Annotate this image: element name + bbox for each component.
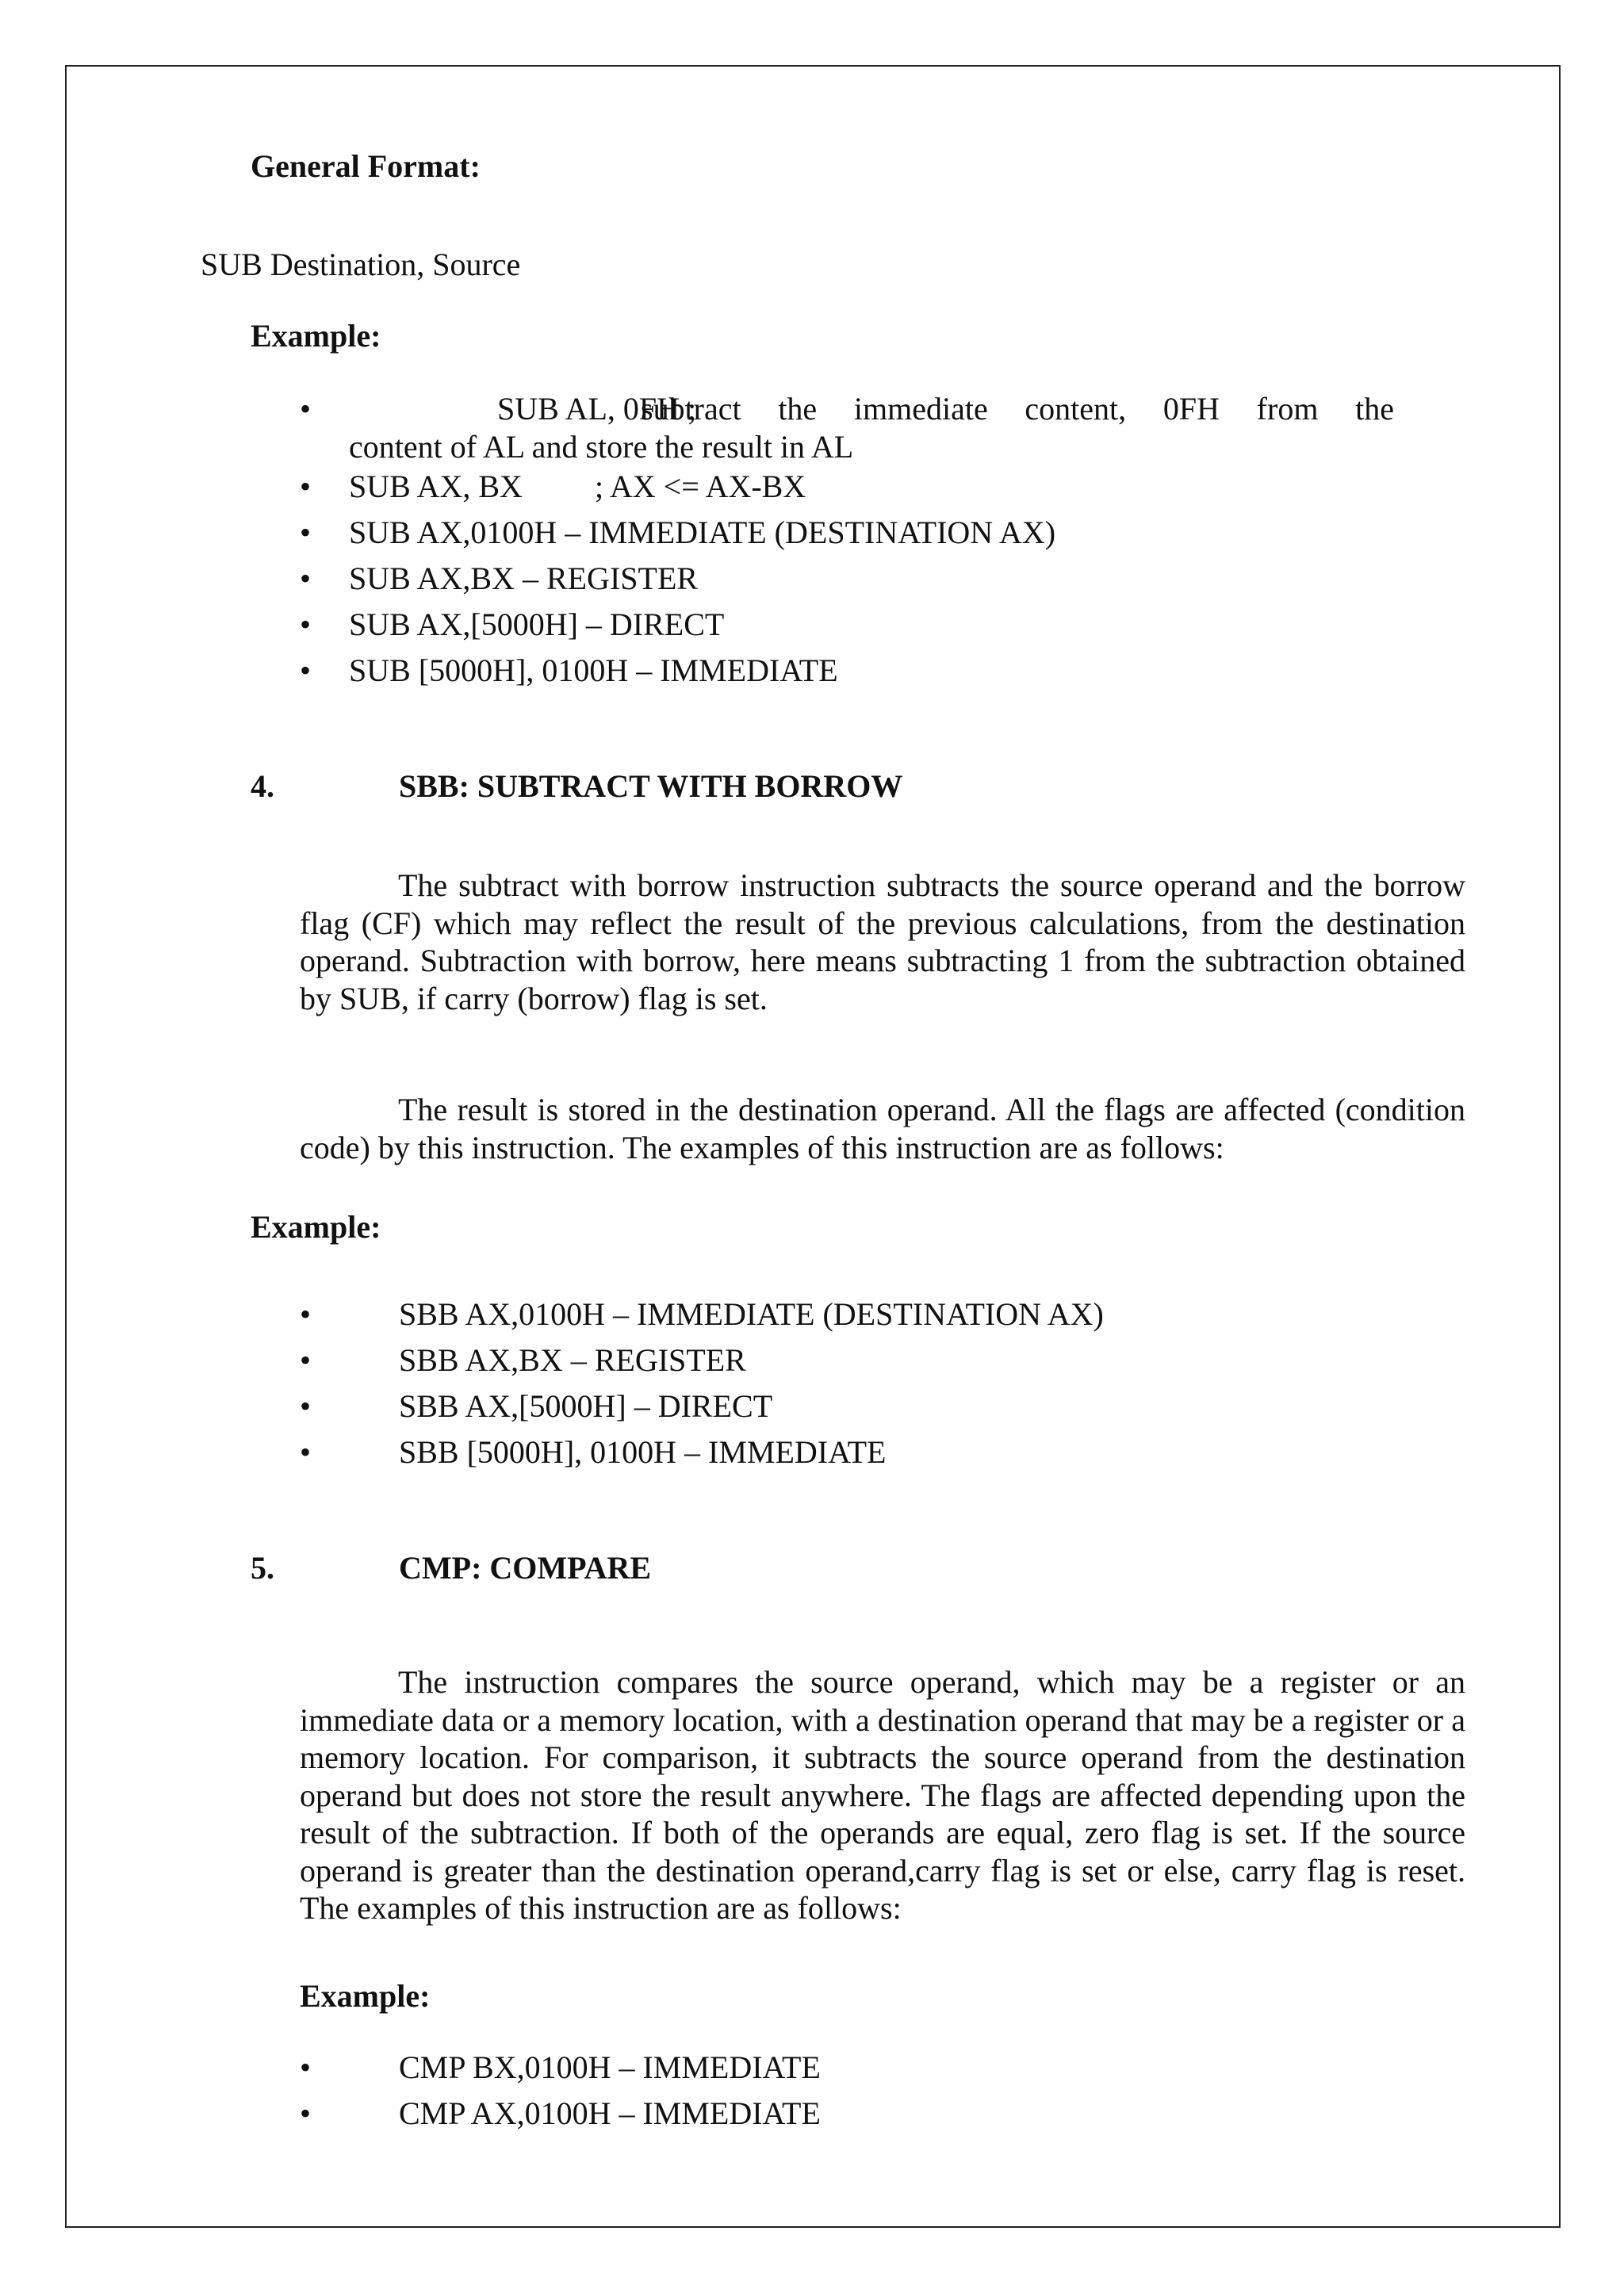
section-4-title: SBB: SUBTRACT WITH BORROW [399, 768, 903, 804]
sbb-example-item: SBB AX,[5000H] – DIRECT [399, 1388, 773, 1424]
bullet [300, 560, 311, 598]
example-label: Example: [251, 318, 381, 354]
sbb-example-item: SBB AX,0100H – IMMEDIATE (DESTINATION AX) [399, 1296, 1104, 1332]
section-4-number: 4. [251, 768, 274, 804]
sub-example-item: SUB AX,[5000H] – DIRECT [349, 607, 725, 642]
sub-example-item: SUB AX,0100H – IMMEDIATE (DESTINATION AX) [349, 515, 1056, 550]
bullet [300, 1295, 311, 1334]
general-format-heading: General Format: [251, 148, 481, 184]
bullet [300, 468, 311, 506]
sub-example-code: SUB AX, BX [349, 469, 523, 504]
sub-example-code: SUB AL, 0FH ; [497, 391, 697, 427]
bullet [300, 1341, 311, 1380]
bullet [300, 2049, 311, 2087]
cmp-example-item: CMP BX,0100H – IMMEDIATE [399, 2049, 821, 2085]
sub-example-item: SUB AX,BX – REGISTER [349, 561, 699, 596]
bullet [300, 606, 311, 644]
section-4-paragraph-1: The subtract with borrow instruction subtracts the source operand and the borrow flag (CF) which may reflect the result of the previous calculations, from the destination operand. Subtraction with borrow, here means subtracting 1 from the subtraction obtained by SUB, if carry (borrow) flag is set. [300, 867, 1465, 1016]
sbb-example-item: SBB AX,BX – REGISTER [399, 1342, 746, 1378]
sub-syntax: SUB Destination, Source [201, 247, 521, 282]
section-4-example-label: Example: [251, 1209, 381, 1245]
bullet [300, 514, 311, 552]
bullet [300, 1387, 311, 1425]
section-5-paragraph-1: The instruction compares the source operand, which may be a register or an immediate data or a memory location, with a destination operand that may be a register or a memory location. For comparison, it subtracts the source operand from the destination operand but does not store the result anywhere. The flags are affected depending upon the result of the subtraction. If both of the operands are equal, zero flag is set. If the source operand is greater than the destination operand,carry flag is set or else, carry flag is reset. The examples of this instruction are as follows: [300, 1664, 1465, 1926]
bullet [300, 1433, 311, 1471]
sub-example-item: SUB [5000H], 0100H – IMMEDIATE [349, 652, 838, 688]
bullet [300, 2095, 311, 2133]
sub-example-comment: ; AX <= AX-BX [595, 469, 806, 504]
sbb-example-item: SBB [5000H], 0100H – IMMEDIATE [399, 1434, 887, 1470]
cmp-example-item: CMP AX,0100H – IMMEDIATE [399, 2095, 821, 2131]
section-5-title: CMP: COMPARE [399, 1550, 652, 1586]
sub-example-comment: subtract the immediate content, 0FH from the [641, 391, 1394, 427]
bullet [300, 652, 311, 690]
sub-example-continuation: content of AL and store the result in AL [349, 429, 854, 465]
section-4-paragraph-2: The result is stored in the destination operand. All the flags are affected (condition code) by this instruction. The examples of this instruction are as follows: [300, 1092, 1465, 1165]
section-5-number: 5. [251, 1550, 274, 1586]
section-5-example-label: Example: [300, 1978, 431, 2014]
bullet [300, 390, 311, 428]
